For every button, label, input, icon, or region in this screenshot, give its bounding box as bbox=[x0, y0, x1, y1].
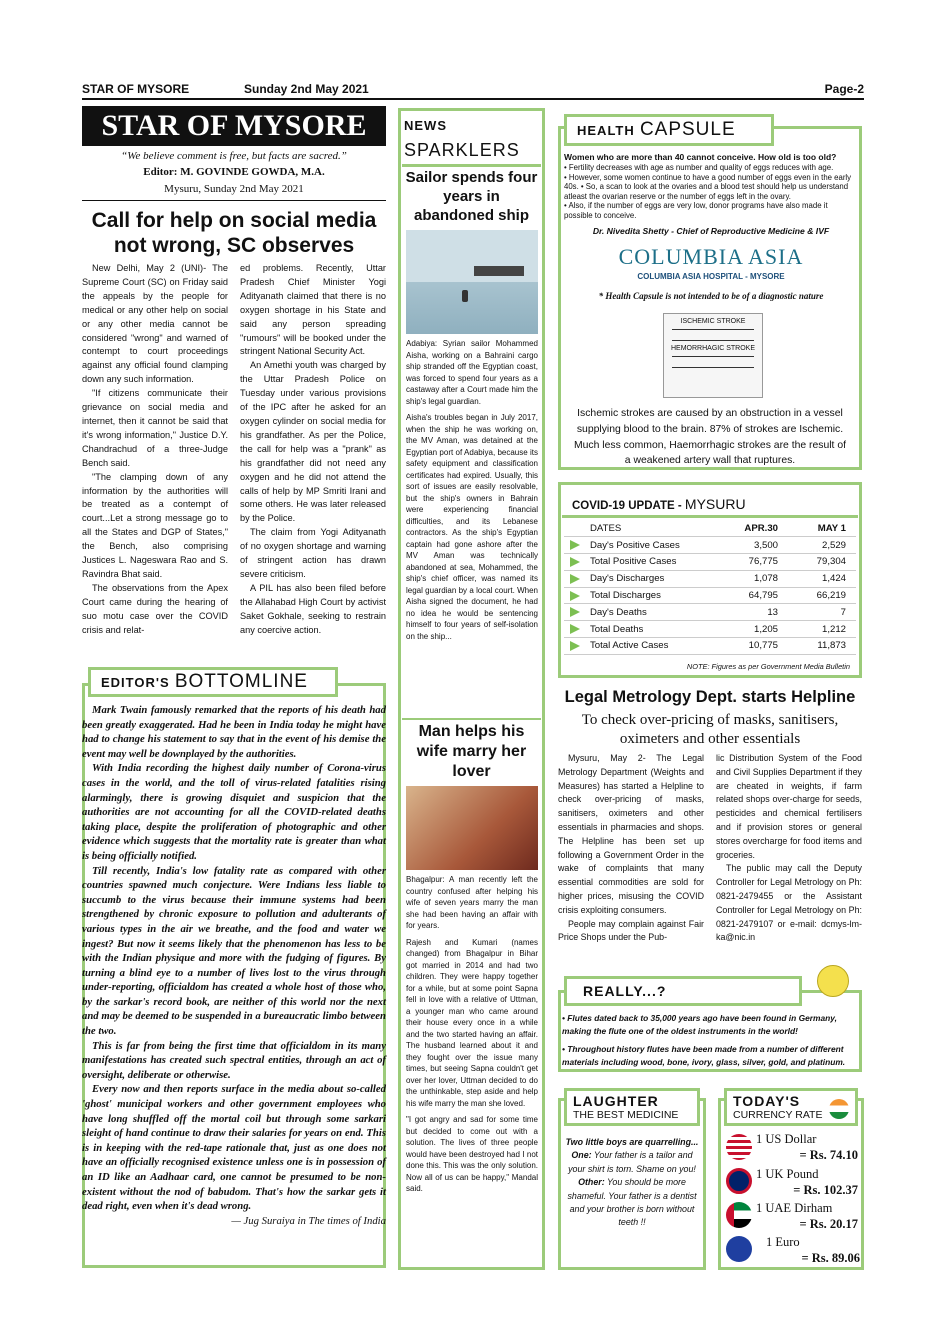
currency-subtitle: CURRENCY RATE bbox=[733, 1109, 823, 1121]
sparklers-story1-body: Aisha's troubles began in July 2017, when the ship he was working on, the MV Aman, was detained at the Egyptian port of Adabiya, because its safety equipment and classification certificates had expired. Usually, this sort of issues are easily resolvable, but the ship's owners in Bahrain were experiencing financial difficulties, and its Lebanese contractors. As the ship's Egyptian captain had gone ashore after the MV Aman was technically abandoned at sea, Mohammed, the ship's chief officer, was named its legal guardian by a local court. When Aisha signed the document, he had no idea he would be sentencing himself to four years of self-isolation on the ship... bbox=[406, 413, 538, 641]
covid-row-apr30: 3,500 bbox=[716, 537, 786, 554]
sparklers-title-bold: NEWS bbox=[404, 118, 447, 133]
health-doctor: Dr. Nivedita Shetty - Chief of Reproductive Medicine & IVF bbox=[592, 226, 830, 236]
divider bbox=[82, 200, 386, 201]
editorial-title-rest: BOTTOMLINE bbox=[174, 671, 308, 692]
eu-flag-icon bbox=[726, 1236, 752, 1262]
really-item: • Flutes dated back to 35,000 years ago have been found in Germany, making the flute one of the oldest instruments in the world! bbox=[562, 1013, 837, 1037]
health-title bbox=[564, 114, 774, 146]
currency-name: 1 UAE Dirham bbox=[756, 1201, 833, 1215]
covid-row bbox=[564, 554, 856, 571]
laughter-other-label: Other: bbox=[578, 1177, 605, 1188]
covid-row-label: Day's Discharges bbox=[590, 573, 665, 585]
divider bbox=[402, 718, 541, 720]
laughter-intro: Two little boys are quarrelling... bbox=[565, 1137, 699, 1147]
lead-column-1 bbox=[82, 262, 228, 637]
stroke-label-hemorrhagic: HEMORRHAGIC STROKE bbox=[670, 345, 755, 352]
sparklers-title-rest: SPARKLERS bbox=[404, 140, 520, 160]
covid-note: NOTE: Figures as per Government Media Bulletin bbox=[686, 662, 850, 671]
masthead-dateline: Mysuru, Sunday 2nd May 2021 bbox=[164, 183, 304, 195]
laughter-one: Your father is a tailor and your shirt is torn. Shame on you! bbox=[568, 1150, 696, 1174]
covid-row bbox=[564, 604, 856, 621]
really-item: • Throughout history flutes have been made from a number of different materials including wood, bone, ivory, glass, silver, gold, and platinum. bbox=[562, 1043, 846, 1068]
metrology-para: lic Distribution System of the Food and Civil Supplies Department if they are cheated in weights, if farm related shops over-charge for seeds, pesticides and chemical fertilisers and if provision stores or general stores overcharge for food items and groceries. bbox=[716, 753, 862, 860]
covid-row bbox=[564, 638, 856, 655]
covid-row-may1: 1,424 bbox=[786, 570, 856, 587]
covid-table bbox=[564, 520, 856, 655]
covid-title-bold: COVID-19 UPDATE - bbox=[572, 500, 682, 512]
sparklers-story2-body1: Rajesh and Kumari (names changed) from Bhagalpur in Bihar got married in 2014 and had two children. They were happy together for a while, but at some point Sapna fell in love with a relative of Uttman, a younger man who came around their house every once in a while and the two started having an affair. The husband learned about it and they fought over the issue many times, but seeing Sapna couldn't get over her lover, Uttman decided to do the unthinkable, step aside and help his wife marry the man she loved. bbox=[406, 937, 538, 1108]
covid-header-row bbox=[564, 520, 856, 537]
uae-flag-icon bbox=[726, 1202, 752, 1228]
covid-row-may1: 79,304 bbox=[786, 554, 856, 571]
covid-row-label: Total Active Cases bbox=[590, 640, 669, 652]
covid-row-apr30: 1,078 bbox=[716, 570, 786, 587]
really-items bbox=[562, 1012, 858, 1070]
metrology-subhead: To check over-pricing of masks, sanitisers, oximeters and other essentials bbox=[581, 712, 839, 747]
masthead-editor: Editor: M. GOVINDE GOWDA, M.A. bbox=[143, 166, 325, 178]
bullet-triangle-icon bbox=[570, 591, 580, 601]
divider bbox=[402, 164, 541, 167]
lead-para: The claim from Yogi Adityanath of no oxygen shortage and warning of stringent action has drawn severe criticism. bbox=[240, 527, 386, 579]
bullet-triangle-icon bbox=[570, 641, 580, 651]
vessel-drawing bbox=[672, 356, 754, 368]
header-date: Sunday 2nd May 2021 bbox=[244, 82, 369, 96]
us-flag-icon bbox=[726, 1134, 752, 1160]
bullet-triangle-icon bbox=[570, 574, 580, 584]
lead-para: "The clamping down of any information by the authorities will be treated as a contempt of court...Let a strong message go to all the States and DGP of States," the Bench, also comprising Justices L. Nageswara Rao and S. Ravindra Bhat said. bbox=[82, 471, 228, 579]
editorial-para: This is far from being the first time that officialdom in its many manifestations has created such spectral entities, through an act of oversight, deliberate or otherwise. bbox=[82, 1039, 386, 1081]
lead-para: An Amethi youth was charged by the Uttar Pradesh Police on Tuesday under various provisions of the IPC after he asked for an oxygen cylinder on social media for his grandfather. As per the Police, the call for help was a "prank" as his grandfather did not need any oxygen and he did not attend the calls of help by MP Smriti Irani and some others. He was later released by the Police. bbox=[240, 360, 386, 524]
currency-name: 1 US Dollar bbox=[756, 1132, 817, 1146]
laughter-joke bbox=[564, 1136, 700, 1230]
wedding-hands-photo bbox=[406, 786, 538, 870]
covid-title-rest: MYSURU bbox=[684, 496, 746, 512]
lead-column-2 bbox=[240, 262, 386, 637]
currency-value: = Rs. 74.10 bbox=[799, 1148, 858, 1162]
health-title-rest: CAPSULE bbox=[639, 119, 736, 140]
covid-row-apr30: 1,205 bbox=[716, 621, 786, 638]
metrology-para: People may complain against Fair Price Shops under the Pub- bbox=[558, 918, 704, 943]
editorial-body bbox=[82, 703, 386, 1228]
editorial-para: Mark Twain famously remarked that the reports of his death had been greatly exaggerated. Had he been in India today he might have had to change his statement to say that in the event of his demise the event may well be downplayed by the authorities. bbox=[82, 704, 386, 760]
sparklers-story2-body2: "I got angry and sad for some time but decided to come out with a solution. The lives of three people would have been destroyed had I not done this. This was the only solution. Now all of us can be happy," Mandal said. bbox=[406, 1115, 538, 1193]
sparklers-story1-caption: Adabiya: Syrian sailor Mohammed Aisha, working on a Bahraini cargo ship stranded off the Egyptian coast, was forced to spend four years as a castaway after a Court made him the ship's legal guardian. bbox=[406, 339, 538, 406]
lead-para: New Delhi, May 2 (UNI)- The Supreme Court (SC) on Friday said the appeals by the people for medical or any other help on social or any other media cannot be considered "wrong" and warned of contempt to court proceedings against any official found clamping down any such information. bbox=[82, 263, 228, 385]
lead-para: A PIL has also been filed before the Allahabad High Court by activist Saket Gokhale, seeking to restrain any coercive action. bbox=[240, 582, 386, 635]
covid-col-dates: DATES bbox=[564, 520, 716, 537]
health-title-bold: HEALTH bbox=[577, 123, 635, 138]
columbia-asia-logo: COLUMBIA ASIA bbox=[618, 244, 804, 269]
bullet-triangle-icon bbox=[570, 607, 580, 617]
covid-row-apr30: 76,775 bbox=[716, 554, 786, 571]
health-point: • Also, if the number of eggs are very low, donor programs have also made it possible to conceive. bbox=[564, 201, 828, 220]
lead-headline: Call for help on social media not wrong, SC observes bbox=[91, 209, 377, 257]
laughter-subtitle: THE BEST MEDICINE bbox=[573, 1109, 679, 1121]
page-header bbox=[82, 80, 864, 100]
editorial-title-bold: EDITOR'S bbox=[101, 675, 170, 690]
ship-silhouette bbox=[474, 266, 524, 276]
lead-para: ed problems. Recently, Uttar Pradesh Chief Minister Yogi Adityanath claimed that there is no oxygen shortage in his State and said any person spreading "rumours" will be booked under the stringent National Security Act. bbox=[240, 263, 386, 357]
metrology-para: The public may call the Deputy Controller for Legal Metrology on Ph: 0821-2479455 or the Assistant Controller for Legal Metrology on Ph: 0821-2479107 or e-mail: dcmys-lm-ka@nic.in bbox=[716, 863, 862, 943]
bullet-triangle-icon bbox=[570, 624, 580, 634]
metrology-column-1 bbox=[558, 752, 704, 945]
sparklers-story2-headline: Man helps his wife marry her lover bbox=[416, 723, 527, 780]
lightbulb-icon bbox=[817, 965, 849, 997]
stroke-diagram bbox=[663, 313, 763, 398]
health-note: Ischemic strokes are caused by an obstruction in a vessel supplying blood to the brain. 87% of strokes are Ischemic. Much less common, Haemorrhagic strokes are the result of a weakened artery wall that ruptures. bbox=[574, 408, 846, 467]
covid-row-may1: 11,873 bbox=[786, 638, 856, 655]
covid-row-label: Total Positive Cases bbox=[590, 556, 677, 568]
metrology-headline: Legal Metrology Dept. starts Helpline bbox=[564, 688, 856, 706]
editorial-para: Every now and then reports surface in the media about so-called 'ghost' municipal workers and other government employees who have long shuffled off the mortal coil but through some sarkari sleight of hand continue to draw their salaries for years on end. This is in keeping with the red-tape rationale that, just as one does not have an officially recognised existence unless one is in possession of an ID like an Aadhaar card, one cannot be presumed to be non-existent without the nod of babudom. That's how the sarkar gets it dead right, even when it's dead wrong. bbox=[82, 1083, 386, 1213]
health-point: • However, some women continue to have a good number of eggs even in the early 40s. • So, a scan to look at the ovaries and a blood test should help us understand atleast the ovarian reserve or the number of eggs left in the ovary. bbox=[564, 172, 852, 201]
covid-row-apr30: 64,795 bbox=[716, 587, 786, 604]
covid-row-may1: 1,212 bbox=[786, 621, 856, 638]
editorial-credit: — Jug Suraiya in The times of India bbox=[231, 1214, 386, 1227]
sparklers-story2-text bbox=[406, 874, 538, 1200]
currency-value: = Rs. 20.17 bbox=[799, 1217, 858, 1231]
lead-para: The observations from the Apex Court came during the hearing of suo motu case over the COVID crisis and relat- bbox=[82, 582, 228, 635]
currency-value: = Rs. 102.37 bbox=[793, 1183, 858, 1197]
currency-name: 1 UK Pound bbox=[756, 1167, 819, 1181]
covid-row-label: Day's Deaths bbox=[590, 606, 647, 618]
divider bbox=[562, 515, 858, 518]
covid-row bbox=[564, 570, 856, 587]
metrology-column-2 bbox=[716, 752, 862, 945]
really-title: REALLY...? bbox=[564, 976, 802, 1006]
ship-photo bbox=[406, 230, 538, 334]
header-page-number: Page-2 bbox=[824, 82, 864, 96]
covid-row bbox=[564, 537, 856, 554]
currency-value: = Rs. 89.06 bbox=[801, 1251, 860, 1265]
bullet-triangle-icon bbox=[570, 540, 580, 550]
currency-title-box bbox=[724, 1088, 858, 1126]
lead-para: "If citizens communicate their grievance on social media and internet, then it cannot be said that it's wrong information," Justice D.Y. Chandrachud of a three-Judge Bench said. bbox=[82, 388, 228, 468]
covid-title bbox=[572, 496, 852, 512]
sparklers-story1-text bbox=[406, 338, 538, 647]
person-silhouette bbox=[462, 290, 468, 302]
health-point: • Fertility decreases with age as number and quality of eggs reduces with age. bbox=[564, 163, 834, 172]
covid-col-apr30: APR.30 bbox=[716, 520, 786, 537]
editorial-para: With India recording the highest daily number of Corona-virus cases in the world, and the toll of virus-related fatalities rising alarmingly, there is growing disquiet and suspicion that the authorities are not accounting for all the COVID-related deaths taking place, despite the proliferation of photographic and other evidence which suggests that the mortality rate is greater than what is being officially notified. bbox=[82, 762, 386, 862]
laughter-other: You should be more shameful. Your father is a dentist and your brother is born without teeth !! bbox=[567, 1177, 697, 1228]
columbia-asia-subtitle: COLUMBIA ASIA HOSPITAL - MYSORE bbox=[637, 272, 785, 281]
health-disclaimer: * Health Capsule is not intended to be of a diagnostic nature bbox=[598, 291, 824, 301]
currency-name: 1 Euro bbox=[766, 1235, 800, 1249]
india-flag-icon bbox=[829, 1099, 849, 1119]
laughter-title-box bbox=[564, 1088, 700, 1126]
uk-flag-icon bbox=[726, 1168, 752, 1194]
covid-col-may1: MAY 1 bbox=[786, 520, 856, 537]
covid-row bbox=[564, 587, 856, 604]
health-question: Women who are more than 40 cannot conceive. How old is too old? bbox=[564, 152, 837, 162]
laughter-title: LAUGHTER bbox=[573, 1093, 659, 1109]
covid-row-label: Day's Positive Cases bbox=[590, 539, 680, 551]
editorial-para: Till recently, India's low fatality rate as compared with other countries spawned much conjecture. Were Indians less liable to succumb to the virus because their immune systems had been strengthened by chronic exposure to pollution and adulterants of various types in the air we breathe, and the food and water we ingest? But now it seems likely that the phenomenon has less to be with the Indian physique and more with the fudging of figures. By turning a blind eye to a number of lives lost to the virus through under-reporting, officialdom has created a whole host of those who, by the sarkar's record book, are neither of this world nor the next and may be deemed to be suspended in a bureaucratic limbo between the two. bbox=[82, 864, 386, 1038]
health-points bbox=[564, 163, 858, 221]
vessel-drawing bbox=[672, 329, 754, 341]
laughter-one-label: One: bbox=[571, 1150, 592, 1161]
covid-row-label: Total Deaths bbox=[590, 623, 644, 635]
sparklers-story1-headline: Sailor spends four years in abandoned ship bbox=[405, 169, 538, 224]
metrology-para: Mysuru, May 2- The Legal Metrology Department (Weights and Measures) has started a Helpline to check over-pricing of masks, sanitisers, oximeters and other essentials in pharmacies and shops. The Helpline has been set up following a Government Order in the wake of complaints that many essential commodities are sold for higher prices, misusing the COVID crisis exploiting consumers. bbox=[558, 753, 704, 915]
covid-row bbox=[564, 621, 856, 638]
header-paper-name: STAR OF MYSORE bbox=[82, 82, 190, 96]
covid-row-apr30: 10,775 bbox=[716, 638, 786, 655]
stroke-label-ischemic: ISCHEMIC STROKE bbox=[680, 318, 746, 325]
covid-row-apr30: 13 bbox=[716, 604, 786, 621]
covid-row-label: Total Discharges bbox=[590, 590, 661, 602]
bullet-triangle-icon bbox=[570, 557, 580, 567]
currency-title: TODAY'S bbox=[733, 1093, 801, 1109]
masthead-motto: “We believe comment is free, but facts are sacred.” bbox=[121, 150, 347, 162]
covid-row-may1: 66,219 bbox=[786, 587, 856, 604]
masthead-title: STAR OF MYSORE bbox=[82, 106, 386, 146]
covid-row-may1: 2,529 bbox=[786, 537, 856, 554]
covid-row-may1: 7 bbox=[786, 604, 856, 621]
sparklers-story2-caption: Bhagalpur: A man recently left the country confused after helping his wife of seven years marry the man she had been having an affair with for years. bbox=[406, 875, 538, 930]
editorial-title bbox=[88, 667, 338, 697]
